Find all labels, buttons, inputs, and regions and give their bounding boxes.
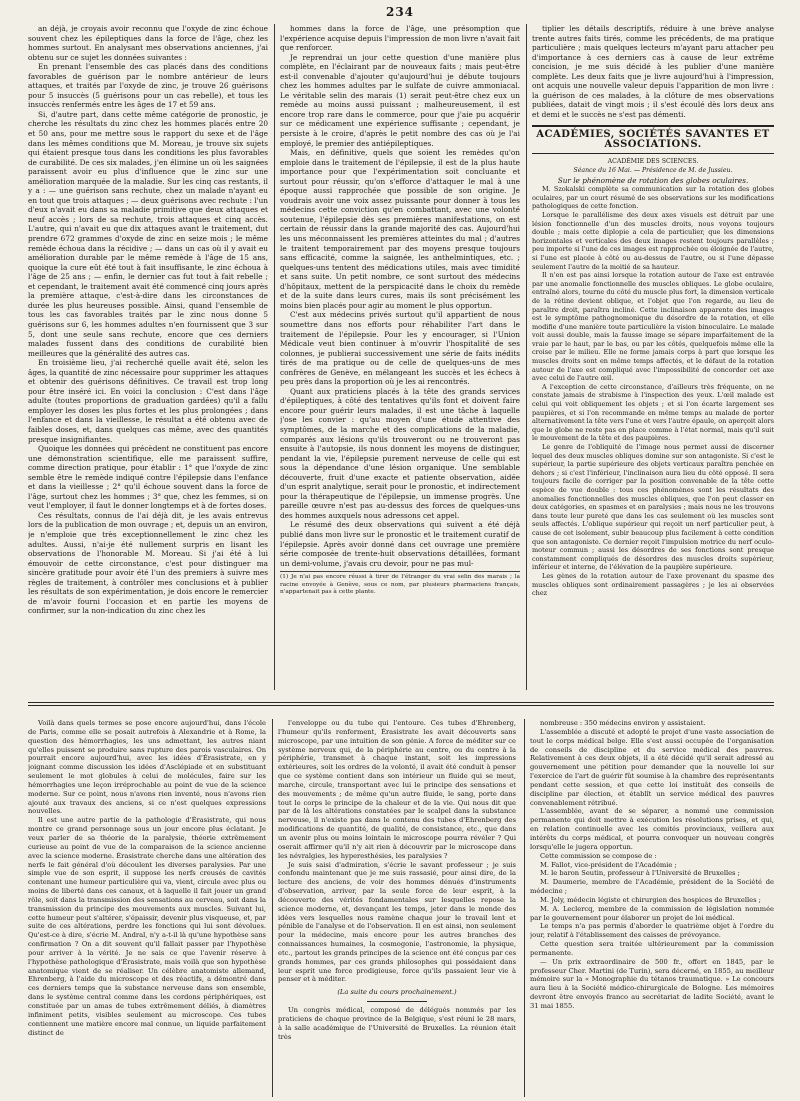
paragraph: Les gènes de la rotation autour de l'axe provenant du spasme des muscles obliques sont ordinairement passagères ; je les ai observées chez xyxy=(532,571,774,598)
continuation-note: (La suite du cours prochainement.) xyxy=(337,988,457,997)
bottom-column-1 xyxy=(28,719,266,1097)
paragraph: Cette question sera traitée ultérieurement par la commission permanente. xyxy=(530,940,774,957)
short-rule xyxy=(367,1001,427,1002)
horizontal-rule xyxy=(28,702,774,703)
column-divider xyxy=(524,719,525,1097)
paragraph: Quoique les données qui précèdent ne constituent pas encore une démonstration scientifique, elle me paraissent suffire, comme direction pratique, pour établir : 1° que l'oxyde de zinc semble être le remède indiqué contre l'épilepsie dans l'enfance et dans la vieillesse ; 2° qu'il échoue souvent dans la force de l'âge, surtout chez les hommes ; 3° que, chez les femmes, si on veut l'employer, il faut le donner longtemps et à de fortes doses. xyxy=(28,444,268,511)
paragraph: M. Szokalski complète sa communication sur la rotation des globes oculaires, par un court résumé de ses observations sur les modifications pathologiques de cette fonction. xyxy=(532,185,774,211)
paragraph: Il n'en est pas ainsi lorsque la rotation autour de l'axe est entravée par une anomalie fonctionnelle des muscles obliques. Le globe oculaire, entraîné alors, tourne du côté du muscle plus fort, la dimension verticale de la rétine devient oblique, et l'objet que l'on regarde, au lieu de paraître droit, paraîtra incliné. Cette inclinaison apparente des images est le symptôme pathognomonique du désordre de la rotation, et elle modifie d'une manière toute particulière la vision binoculaire. Le malade voit aussi double, mais la fausse image se sépare imparfaitement de la vraie par le haut, par le bas, ou par les côtés, quelquefois même elle la croise par le milieu. Elle ne forme jamais corps à part que lorsque les muscles droits sont en même temps affectés, et le défaut de la rotation autour de l'axe est compliqué avec l'impossibilité de concorder cet axe avec celui de l'autre œil. xyxy=(532,271,774,383)
paragraph: Le genre de l'obliquité de l'image nous permet aussi de discerner lequel des deux muscles obliques domine sur son antagoniste. Si c'est le supérieur, la partie supérieure des objets verticaux paraîtra penchée en dehors ; si c'est l'inférieur, l'inclinaison aura lieu du côté opposé. Il sera toujours facile de corriger par la position convenable de la tête cette espèce de vue double : tous ces phénomènes sont les résultats des anomalies fonctionnelles des muscles obliques, que l'on peut classer en deux catégories, en spasmes et en paralysies ; mais nous ne les trouvons dans toute leur pureté que dans les cas seulement où les muscles sont seuls affectés. L'oblique supérieur qui reçoit un nerf particulier peut, à cause de cet isolement, subir beaucoup plus facilement à cette condition que son antagoniste. Ce dernier reçoit l'impulsion motrice du nerf oculo-moteur commun ; aussi les désordres de ses fonctions sont presque constamment compliqués de désordres des muscles droits supérieur, inférieur et interne, de l'élévation de la paupière supérieure. xyxy=(532,443,774,572)
topic-title: Sur le phénomène de rotation des globes oculaires. xyxy=(557,175,749,185)
paragraph: M. le baron Seutin, professeur à l'Université de Bruxelles ; xyxy=(540,869,740,878)
column-divider xyxy=(274,24,275,690)
paragraph: Le résumé des deux observations qui suivent a été déjà publié dans mon livre sur le pronostic et le traitement curatif de l'épilepsie. Après avoir donné dans cet ouvrage une première série composée de trente-huit observations détaillées, formant un demi-volume, j'avais cru devoir, pour ne pas mul- xyxy=(280,520,520,568)
paragraph: l'enveloppe ou du tube qui l'entoure. Ces tubes d'Ehrenberg, l'humeur qu'ils renferment, Érasistrate les avait découverts sans microscope, par une intuition de son génie. A force de méditer sur ce système nerveux qui, de la périphérie au centre, ou du centre à la périphérie, transmet à chaque instant, soit les impressions extérieures, soit les ordres de la volonté, il avait été conduit à penser que ce système contient dans son intérieur un fluide qui se meut, marche, circule, transportant avec lui le principe des sensations et des mouvements ; de même qu'un autre fluide, le sang, porte dans tout le corps le principe de la chaleur et de la vie. Qui nous dit que par de là les altérations constatées par le scalpel dans la substance nerveuse, il n'existe pas dans le contenu des tubes d'Ehrenberg des modifications de quantité, de qualité, de consistance, etc., que dans un avenir plus ou moins lointain le microscope pourra révéler ? Qui oserait affirmer qu'il n'y ait rien à découvrir par le microscope dans les névralgies, les hyperesthésies, les paralysies ? xyxy=(278,719,516,860)
paragraph: Ces résultats, connus de l'ai déjà dit, je les avais entrevus lors de la publication de mon ouvrage ; et, depuis un an environ, je n'emploie que très exceptionnellement le zinc chez les adultes. Aussi, n'ai-je été nullement surpris en lisant les observations de l'honorable M. Moreau. Si j'ai été à lui émouvoir de cette circonstance, c'est pour distinguer ma sincère gratitude pour avoir été l'un des premiers à suivre mes règles de traitement, à contrôler mes conclusions et à publier les résultats de son expérimentation, je dois encore le remercier de m'avoir fourni l'occasion et en partie les moyens de confirmer, sur la non-indication du zinc chez les xyxy=(28,510,268,616)
academy-report xyxy=(532,185,774,598)
page-number: 234 xyxy=(385,5,415,19)
bottom-column-3 xyxy=(530,719,774,1097)
paragraph: Quant aux praticiens placés à la tête des grands services d'épileptiques, à côté des tentatives qu'ils font et doivent faire encore pour guérir leurs malades, il est une tâche à laquelle j'ose les convier : qu'au moyen d'une étude attentive des symptômes, de la marche et des complications de la maladie, comparés aux lésions qu'ils trouveront ou ne trouveront pas ensuite à l'autopsie, ils nous donnent les moyens de distinguer, pendant la vie, l'épilepsie purement nerveuse de celle qui est sous la dépendance d'une lésion organique. Une semblable découverte, fruit d'une exacte et patiente observation, aidée d'un esprit analytique, serait pour le pronostic, et indirectement pour la thérapeutique de l'épilepsie, un immense progrès. Une pareille œuvre n'est pas au-dessus des forces de quelques-uns des hommes auxquels nous adressons cet appel. xyxy=(280,386,520,520)
paragraph: C'est aux médecins privés surtout qu'il appartient de nous soumettre dans nos efforts pour réhabiliter l'art dans le traitement de l'épilepsie. Pour les y encourager, si l'Union Médicale veut bien continuer à m'ouvrir l'hospitalité de ses colonnes, je publierai successivement une série de faits inédits tirés de ma pratique ou de celle de quelques-uns de mes confrères de Genève, en mélangeant les succès et les échecs à peu près dans la proportion où je les ai rencontrés. xyxy=(280,310,520,387)
paragraph: L'assemblée a discuté et adopté le projet d'une vaste association de tout le corps médical belge. Elle s'est aussi occupée de l'organisation de conseils de discipline et du service médical des pauvres. Relativement à ces deux objets, il a été décidé qu'il serait adressé au gouvernement une pétition pour demander que la nouvelle loi sur l'exercice de l'art de guérir fût soumise à la chambre des représentants pendant cette session, et que cette loi instituât des conseils de discipline par élection, et établît un service médical des pauvres convenablement rétribué. xyxy=(530,727,774,807)
paragraph: M. Daumerie, membre de l'Académie, président de la Société de médecine ; xyxy=(530,878,774,896)
top-column-2 xyxy=(280,24,520,690)
paragraph: L'assemblée, avant de se séparer, a nommé une commission permanente qui doit mettre à exécution les résolutions prises, et qui, en relation continuelle avec les comités provinciaux, veillera aux intérêts du corps médical, et pourra convoquer un nouveau congrès lorsqu'elle le jugera opportun. xyxy=(530,807,774,851)
column-divider xyxy=(526,24,527,690)
paragraph: an déjà, je croyais avoir reconnu que l'oxyde de zinc échoue souvent chez les épileptiques dans la force de l'âge, chez les hommes surtout. En analysant mes observations anciennes, j'ai obtenu sur ce sujet les données suivantes : xyxy=(28,24,268,62)
paragraph: Mais, en définitive, quels que soient les remèdes qu'on emploie dans le traitement de l'épilepsie, il est de la plus haute importance pour que l'expérimentation soit concluante et surtout pour réussir, qu'on s'efforce d'attaquer le mal à une époque aussi rapprochée que possible de son origine. Je voudrais avoir une voix assez puissante pour donner à tous les médecins cette conviction qu'en combattant, avec une volonté soutenue, l'épilepsie dès ses premières manifestations, on est certain de réussir dans la grande majorité des cas. Aujourd'hui les uns méconnaissent les premières atteintes du mal ; d'autres le traitent temporairement par des moyens presque toujours sans efficacité, comme la saignée, les anthelmintiques, etc. ; quelques-uns tentent des médications utiles, mais avec timidité et sans suite. Un petit nombre, ce sont surtout des médecins d'hôpitaux, mettent de la perspicacité dans le choix du remède et de la suite dans leurs cures, mais ils sont précisément les moins bien placés pour agir au moment le plus opportun. xyxy=(280,148,520,310)
paragraph: Il est une autre partie de la pathologie d'Érasistrate, qui nous montre ce grand personnage sous un jour encore plus éclatant. Je veux parler de sa théorie de la paralysie, théorie extrêmement curieuse au point de vue de la comparaison de la science ancienne avec la science moderne. Érasistrate cherche dans une altération des nerfs le fait général d'où découlent les diverses paralysies. Par une simple vue de son esprit, il suppose les nerfs creusés de cavités contenant une humeur particulière qui va, vient, circule avec plus ou moins de liberté dans ces canaux, et à laquelle il fait jouer un grand rôle, soit dans la transmission des sensations au cerveau, soit dans la transmission du principe des mouvements aux muscles. Suivant lui, cette humeur peut s'altérer, s'épaissir, devenir plus visqueuse, et, par suite de ces altérations, perdre les fonctions qui lui sont dévolues. Qu'est-ce à dire, s'écrie M. Andral, n'y a-t-il là qu'une hypothèse sans confirmation ? On a dit souvent qu'il fallait passer par l'hypothèse pour arriver à la vérité. Je ne sais ce que l'avenir réserve à l'hypothèse pathologique d'Érasistrate, mais voilà que son hypothèse anatomique vient de se réaliser. Un célèbre anatomiste allemand, Ehrenberg, à l'aide du microscope et des réactifs, a démontré dans ces derniers temps que la substance nerveuse dans son ensemble, dans le système central comme dans les cordons périphériques, est constituée par un amas de tubes extrêmement déliés, à diamètres infiniment petits, visibles seulement au microscope. Ces tubes contiennent une matière encore mal connue, un liquide parfaitement distinct de xyxy=(28,816,266,1037)
paragraph: En prenant l'ensemble des cas placés dans des conditions favorables de guérison par le nombre antérieur de leurs attaques, et traités par l'oxyde de zinc, je trouve 26 guérisons pour 5 insuccès (5 guérisons pour un cas rebelle), et tous les insuccès renfermés entre les âges de 17 et 59 ans. xyxy=(28,62,268,110)
paragraph: M. Joly, médecin légiste et chirurgien des hospices de Bruxelles ; xyxy=(540,895,761,904)
section-heading: ACADÉMIES, SOCIÉTÉS SAVANTES ET ASSOCIATIONS. xyxy=(532,125,774,153)
session-line: Séance du 16 Mai. — Présidence de M. de Jussieu. xyxy=(573,167,733,175)
column-divider xyxy=(272,719,273,1097)
footnote: (1) Je n'ai pas encore réussi à tirer de l'étranger du vrai selin des marais ; la racine envoyée à Genève, sous ce nom, par plusieurs pharmaciens français, n'appartenait pas à cette plante. xyxy=(280,571,520,596)
paragraph: M. Fallot, vice-président de l'Académie ; xyxy=(540,860,677,869)
top-column-1 xyxy=(28,24,268,690)
paragraph: En troisième lieu, j'ai recherché quelle avait été, selon les âges, la quantité de zinc nécessaire pour supprimer les attaques et obtenir des guérisons définitives. Ce travail est trop long pour être inséré ici. En voici la conclusion : C'est dans l'âge adulte (toutes proportions de graduation gardées) qu'il a fallu employer les doses les plus fortes et les plus prolongées ; dans l'enfance et dans la vieillesse, le résultat a été obtenu avec de faibles doses, et, dans quelques cas même, avec des quantités presque insignifiantes. xyxy=(28,358,268,444)
paragraph: Un congrès médical, composé de délégués nommés par les praticiens de chaque province de la Belgique, s'est réuni le 28 mars, à la salle académique de l'Université de Bruxelles. La réunion était très xyxy=(278,1006,516,1041)
bottom-column-2 xyxy=(278,719,516,1097)
paragraph: hommes dans la force de l'âge, une présomption que l'expérience acquise depuis l'impression de mon livre n'avait fait que renforcer. xyxy=(280,24,520,53)
paragraph: Je suis saisi d'admiration, s'écrie le savant professeur ; je suis confondu maintenant que je me suis rassasié, pour ainsi dire, de la lecture des anciens, de voir des hommes dénués d'instruments d'observation, arriver, par la seule force de leur esprit, à la découverte des vérités fondamentales sur lesquelles repose la science moderne, et, devançant les temps, jeter dans le monde des idées vers lesquelles nous ramène chaque jour le travail lent et pénible de l'analyse et de l'observation. Il en est ainsi, non seulement pour la médecine, mais encore pour les autres branches des connaissances humaines, la cosmogonie, l'astronomie, la physique, etc., partout les grands principes de la science ont été conçus par ces grands hommes, par ces grands philosophes qui possédaient dans leur esprit une force prodigieuse, force qu'ils passaient leur vie à penser et à méditer. xyxy=(278,860,516,984)
paragraph: — Un prix extraordinaire de 500 fr., offert en 1845, par le professeur Cher. Martini (de Turin), sera décerné, en 1855, au meilleur mémoire sur la « Monographie du tétanos traumatique. » Le concours aura lieu à la Société médico-chirurgicale de Bologne. Les mémoires devront être envoyés franco au secrétariat de ladite Société, avant le 31 mai 1855. xyxy=(530,957,774,1010)
paragraph: Cette commission se compose de : xyxy=(540,851,657,860)
paragraph: tiplier les détails descriptifs, réduire à une brève analyse trente autres faits tirés, comme les précédents, de ma pratique particulière ; mais quelques lecteurs m'ayant paru attacher peu d'importance à ces derniers cas à cause de leur extrême concision, je me suis décidé à les publier d'une manière complète. Les deux faits que je livre aujourd'hui à l'impression, ont acquis une nouvelle valeur depuis l'apparition de mon livre : la guérison de ces malades, à la clôture de mes observations publiées, datait de vingt mois ; il s'est écoulé dès lors deux ans et demi et le succès ne s'est pas démenti. xyxy=(532,24,774,119)
paragraph: Lorsque le parallélisme des deux axes visuels est détruit par une lésion fonctionnelle d'un des muscles droits, nous voyons toujours double ; mais cette diplopie a cela de particulier, que les dimensions horizontales et verticales des deux images restent toujours parallèles ; peu importe si l'une de ces images est rapprochée ou éloignée de l'autre, si l'une est placée à côté ou au-dessus de l'autre, ou si l'une dépasse seulement l'autre de la moitié de sa hauteur. xyxy=(532,210,774,271)
paragraph: Si, d'autre part, dans cette même catégorie de pronostic, je cherche les résultats du zinc chez les hommes placés entre 20 et 50 ans, pour me mettre sous le rapport du sexe et de l'âge dans les mêmes conditions que M. Moreau, je trouve six sujets qui étaient presque tous dans les conditions les plus favorables de curabilité. De ces six malades, j'en élimine un où les saignées paraissent avoir eu plus d'influence que le zinc sur une amélioration marquée de la maladie. Sur les cinq cas restants, il y a : — une guérison sans rechute, chez un malade n'ayant eu en tout que trois attaques ; — deux guérisons avec rechute : l'un d'eux n'avait eu dans sa maladie primitive que deux attaques et neuf accès ; lors de sa rechute, trois attaques et cinq accès. L'autre, qui n'avait eu que dix attaques avant le traitement, dut prendre 672 grammes d'oxyde de zinc en seize mois ; le même remède échoua dans la récidive ; — dans un cas où il y avait eu amélioration durable par le même remède à l'âge de 15 ans, quoique la cure eût été tout à fait insuffisante, le zinc échoua à l'âge de 25 ans ; — enfin, le dernier cas fut tout à fait rebelle ; et cependant, le traitement avait été commencé cinq jours après la première attaque, c'est-à-dire dans les circonstances de durée les plus heureuses possible. Ainsi, quand l'ensemble de tous les cas favorables traités par le zinc nous donne 5 guérisons sur 6, les hommes adultes n'en fournissent que 3 sur 5, dont une seule sans rechute, encore que ces derniers malades fussent dans des conditions de curabilité bien meilleures que la généralité des autres cas. xyxy=(28,109,268,358)
paragraph: A l'exception de cette circonstance, d'ailleurs très fréquente, on ne constate jamais de strabisme à l'inspection des yeux. L'œil malade est celui qui voit obliquement les objets ; et si l'on écarte largement ses paupières, et si l'on recommande en même temps au malade de porter alternativement la tête vers l'une et vers l'autre épaule, on aperçoit alors que le globe ne reste pas en place comme à l'état normal, mais qu'il suit le mouvement de la tête et des paupières. xyxy=(532,382,774,443)
paragraph: nombreuse : 350 médecins environ y assistaient. xyxy=(540,719,706,727)
top-column-3 xyxy=(532,24,774,690)
paragraph: Je reprendrai un jour cette question d'une manière plus complète, en l'éclairant par de nouveaux faits ; mais peut-être est-il convenable d'ajouter qu'aujourd'hui je débute toujours chez les hommes adultes par le sulfate de cuivre ammoniacal. Le véritable selin des marais (1) serait peut-être chez eux un remède au moins aussi puissant ; malheureusement, il est encore trop rare dans le commerce, pour que j'aie pu acquérir sur ce médicament une expérience suffisante ; cependant, je persiste à le croire, d'après le petit nombre des cas où je l'ai employé, le premier des antiépileptiques. xyxy=(280,52,520,148)
paragraph: Le temps n'a pas permis d'aborder le quatrième objet à l'ordre du jour, relatif à l'établissement des caisses de prévoyance. xyxy=(530,922,774,940)
subheading: ACADÉMIE DES SCIENCES. xyxy=(607,157,699,165)
horizontal-rule xyxy=(28,705,774,706)
paragraph: M. A. Leclercq, membre de la commission de législation nommée par le gouvernement pour élaborer un projet de loi médical. xyxy=(530,904,774,922)
paragraph: Voilà dans quels termes se pose encore aujourd'hui, dans l'école de Paris, comme elle se posait autrefois à Alexandrie et à Rome, la question des hémorrhagies, les uns admettant, les autres niant qu'elles puissent se produire sans rupture des parois vasculaires. On pourrait encore aujourd'hui, avec les idées d'Érasistrate, en y joignant comme discussion les idées d'Asclépiade et en substituant seulement le mot globules à celui de molécules, faire sur les hémorrhagies une leçon irréprochable au point de vue de la science moderne. Sur ce point, nous n'avons rien inventé, nous n'avons rien ajouté aux travaux des anciens, si ce n'est quelques expressions nouvelles. xyxy=(28,719,266,816)
